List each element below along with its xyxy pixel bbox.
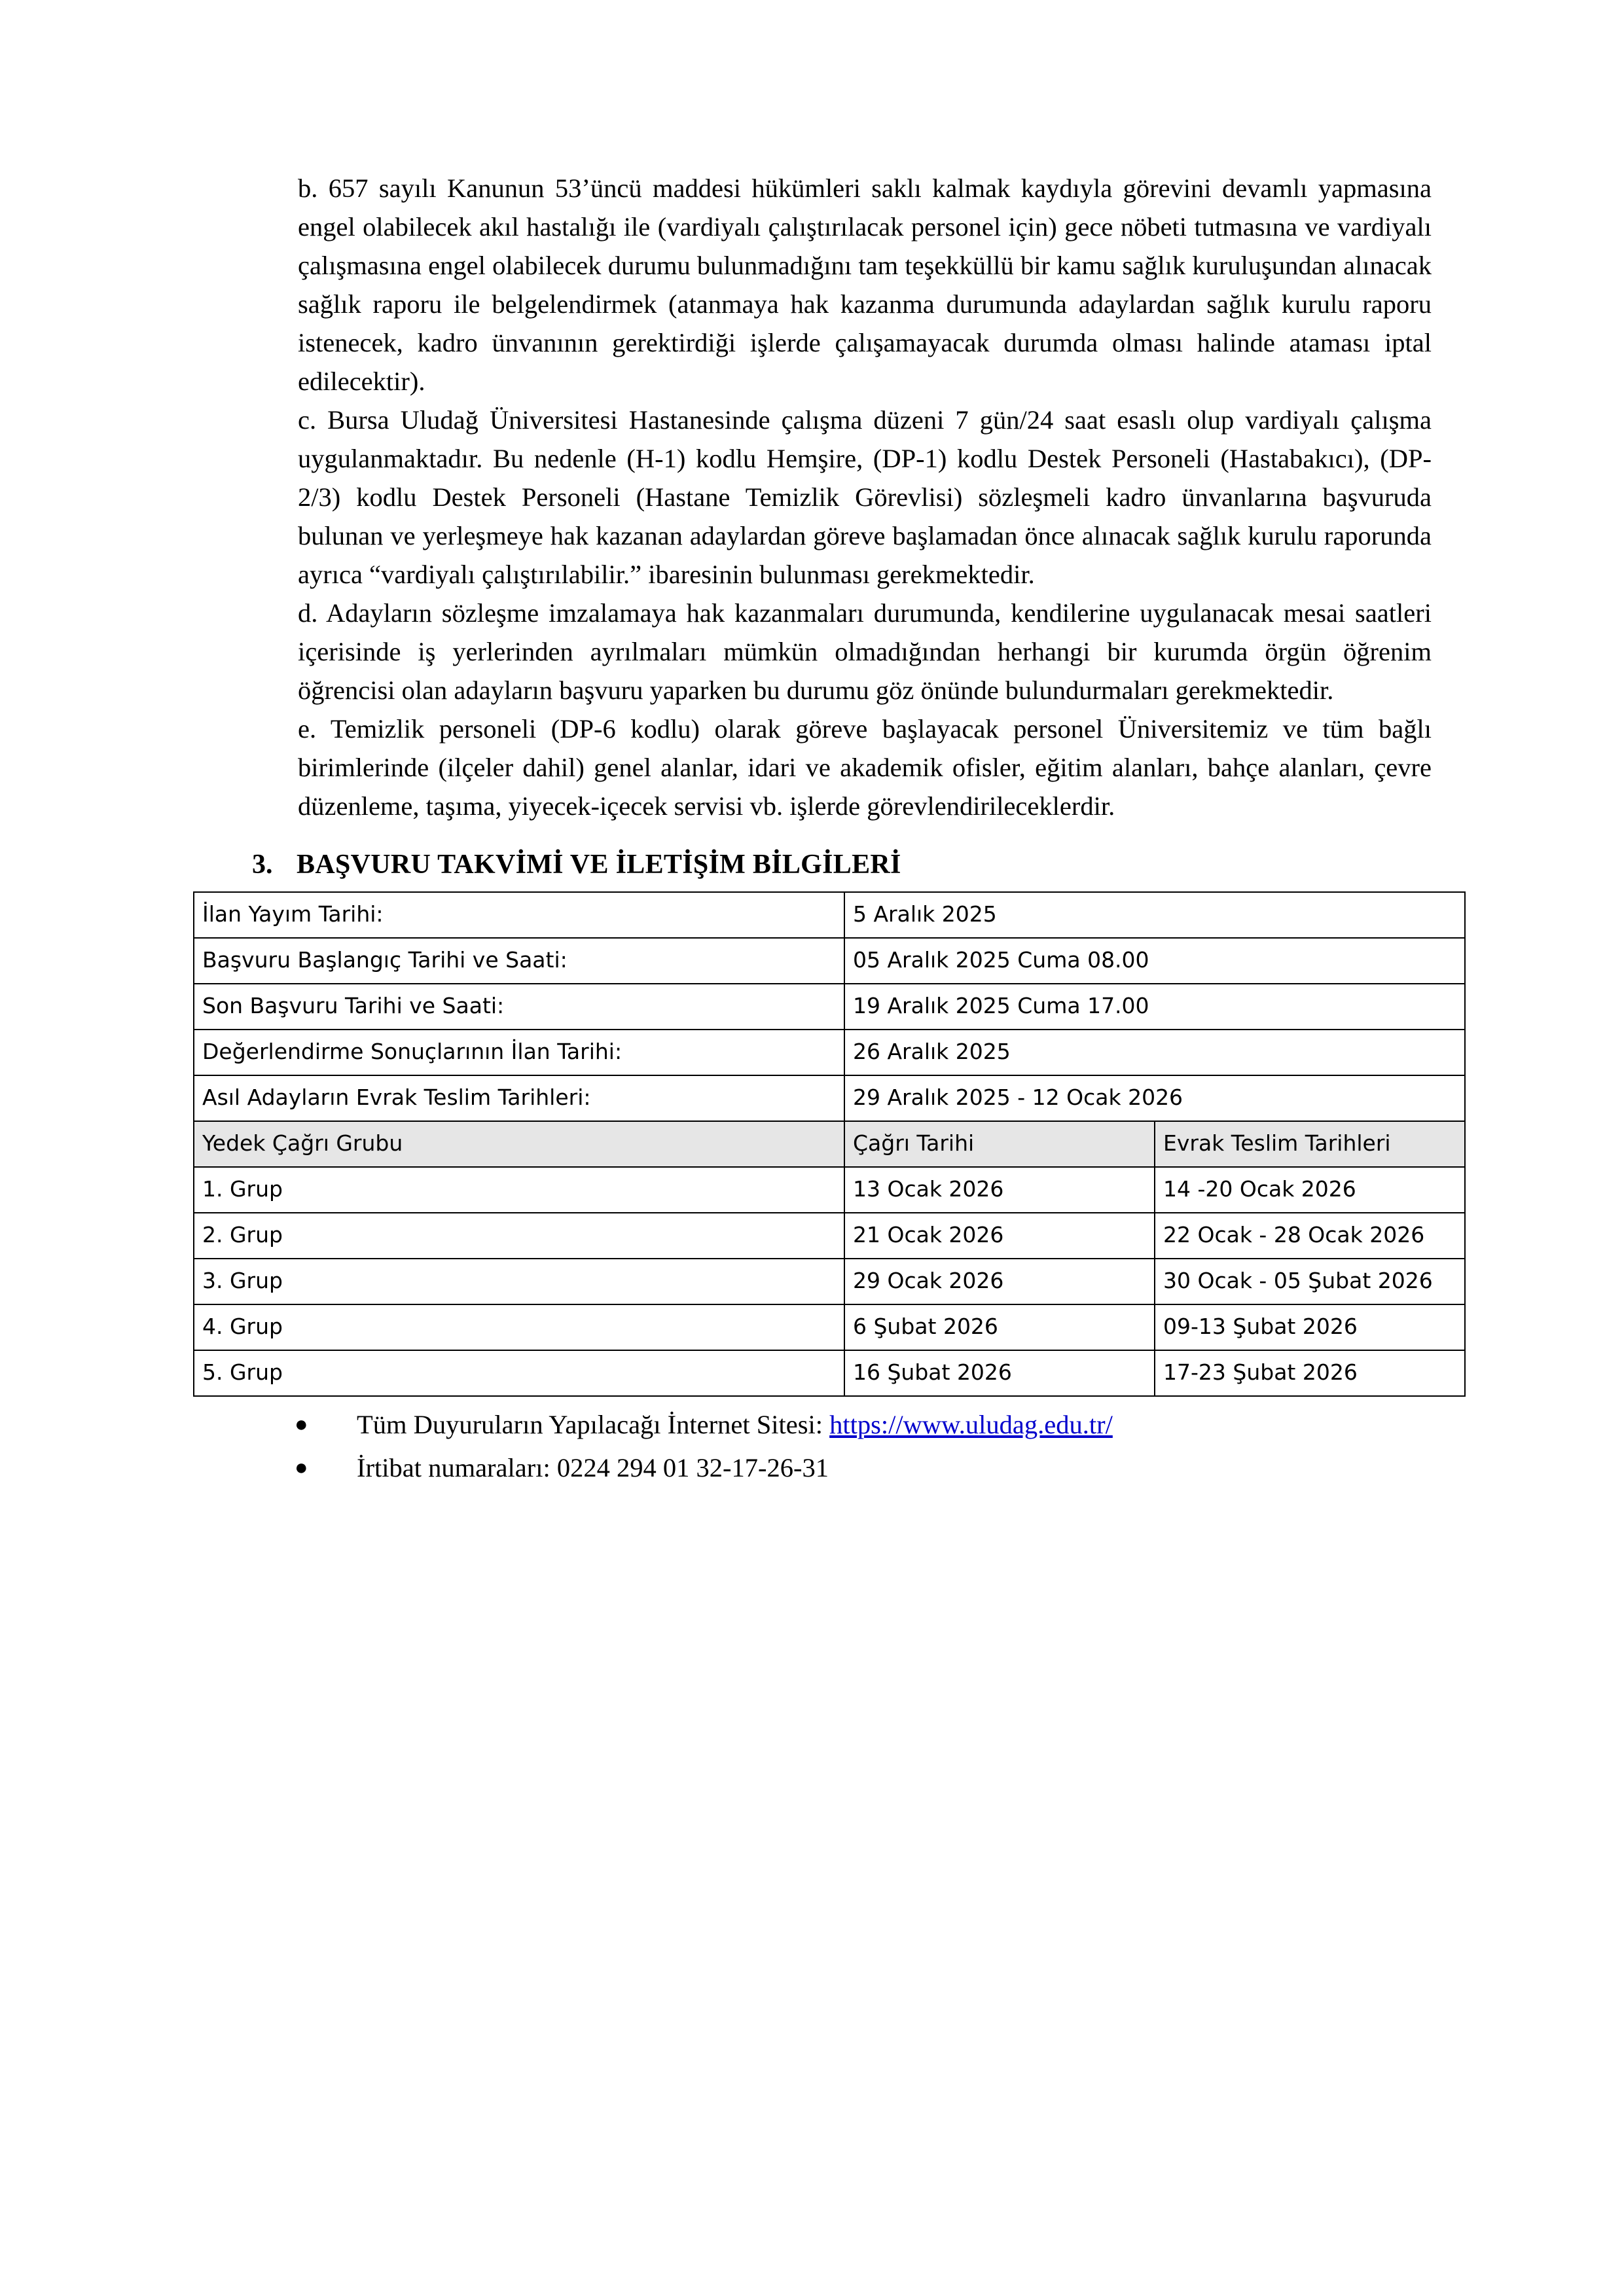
website-label: Tüm Duyuruların Yapılacağı İnternet Sitesi: bbox=[357, 1410, 830, 1439]
row-value-degerlendirme: 26 Aralık 2025 bbox=[844, 1030, 1465, 1075]
document-content bbox=[193, 169, 1432, 1490]
table-row bbox=[194, 938, 1465, 984]
group-delivery-dates-1: 14 -20 Ocak 2026 bbox=[1155, 1167, 1465, 1213]
section-number: 3. bbox=[252, 850, 273, 880]
row-value-asil-adaylar: 29 Aralık 2025 - 12 Ocak 2026 bbox=[844, 1075, 1465, 1121]
table-row bbox=[194, 1259, 1465, 1304]
list-item-website bbox=[193, 1403, 1432, 1446]
website-link[interactable]: https://www.uludag.edu.tr/ bbox=[829, 1410, 1113, 1439]
paragraph-c: c. Bursa Uludağ Üniversitesi Hastanesinde çalışma düzeni 7 gün/24 saat esaslı olup vardiyalı çalışma uygulanmaktadır. Bu nedenle (H-1) kodlu Hemşire, (DP-1) kodlu Destek Personeli (Hastabakıcı), (DP-2/3) kodlu Destek Personeli (Hastane Temizlik Görevlisi) sözleşmeli kadro ünvanlarına başvuruda bulunan ve yerleşmeye hak kazanan adaylardan göreve başlamadan önce alınacak sağlık kurulu raporunda ayrıca “vardiyalı çalıştırılabilir.” ibaresinin bulunması gerekmektedir. bbox=[298, 405, 1432, 589]
section-title: BAŞVURU TAKVİMİ VE İLETİŞİM BİLGİLERİ bbox=[297, 850, 901, 880]
paragraph-d: d. Adayların sözleşme imzalamaya hak kazanmaları durumunda, kendilerine uygulanacak mesai saatleri içerisinde iş yerlerinden ayrılmaları mümkün olmadığından herhangi bir kurumda örgün öğrenim öğrencisi olan adayların başvuru yaparken bu durumu göz önünde bulundurmaları gerekmektedir. bbox=[298, 598, 1432, 705]
row-value-son-basvuru: 19 Aralık 2025 Cuma 17.00 bbox=[844, 984, 1465, 1030]
table-row bbox=[194, 984, 1465, 1030]
group-name-2: 2. Grup bbox=[194, 1213, 844, 1259]
row-label-son-basvuru: Son Başvuru Tarihi ve Saati: bbox=[194, 984, 844, 1030]
row-label-ilan-yayim: İlan Yayım Tarihi: bbox=[194, 892, 844, 938]
group-call-date-3: 29 Ocak 2026 bbox=[844, 1259, 1155, 1304]
table-row bbox=[194, 1350, 1465, 1396]
table-row bbox=[194, 1213, 1465, 1259]
row-label-degerlendirme: Değerlendirme Sonuçlarının İlan Tarihi: bbox=[194, 1030, 844, 1075]
group-call-date-1: 13 Ocak 2026 bbox=[844, 1167, 1155, 1213]
table-row bbox=[194, 1075, 1465, 1121]
group-name-1: 1. Grup bbox=[194, 1167, 844, 1213]
bullet-icon: ● bbox=[295, 1412, 308, 1437]
row-label-asil-adaylar: Asıl Adayların Evrak Teslim Tarihleri: bbox=[194, 1075, 844, 1121]
application-schedule-table bbox=[193, 891, 1466, 1397]
group-call-date-2: 21 Ocak 2026 bbox=[844, 1213, 1155, 1259]
table-row bbox=[194, 1030, 1465, 1075]
paragraph-b: b. 657 sayılı Kanunun 53’üncü maddesi hükümleri saklı kalmak kaydıyla görevini devamlı yapmasına engel olabilecek akıl hastalığı ile (vardiyalı çalıştırılacak personel için) gece nöbeti tutmasına ve vardiyalı çalışmasına engel olabilecek durumu bulunmadığını tam teşekküllü bir kamu sağlık kuruluşundan alınacak sağlık raporu ile belgelendirmek (atanmaya hak kazanma durumunda adaylardan sağlık kurulu raporu istenecek, kadro ünvanının gerektirdiği işlerde çalışamayacak durumda olması halinde ataması iptal edilecektir). bbox=[298, 173, 1432, 396]
row-label-basvuru-baslangic: Başvuru Başlangıç Tarihi ve Saati: bbox=[194, 938, 844, 984]
group-name-4: 4. Grup bbox=[194, 1304, 844, 1350]
table-row bbox=[194, 892, 1465, 938]
column-header-delivery-dates: Evrak Teslim Tarihleri bbox=[1155, 1121, 1465, 1167]
group-delivery-dates-2: 22 Ocak - 28 Ocak 2026 bbox=[1155, 1213, 1465, 1259]
table-row bbox=[194, 1304, 1465, 1350]
table-row bbox=[194, 1167, 1465, 1213]
group-delivery-dates-5: 17-23 Şubat 2026 bbox=[1155, 1350, 1465, 1396]
section-heading-3 bbox=[193, 847, 1432, 882]
group-name-3: 3. Grup bbox=[194, 1259, 844, 1304]
phone-numbers: İrtibat numaraları: 0224 294 01 32-17-26-31 bbox=[357, 1453, 829, 1482]
contact-bullet-list bbox=[193, 1403, 1432, 1490]
row-value-basvuru-baslangic: 05 Aralık 2025 Cuma 08.00 bbox=[844, 938, 1465, 984]
paragraph-e: e. Temizlik personeli (DP-6 kodlu) olarak göreve başlayacak personel Üniversitemiz ve tüm bağlı birimlerinde (ilçeler dahil) genel alanlar, idari ve akademik ofisler, eğitim alanları, bahçe alanları, çevre düzenleme, taşıma, yiyecek-içecek servisi vb. işlerde görevlendirileceklerdir. bbox=[298, 714, 1432, 821]
group-delivery-dates-4: 09-13 Şubat 2026 bbox=[1155, 1304, 1465, 1350]
row-value-ilan-yayim: 5 Aralık 2025 bbox=[844, 892, 1465, 938]
bullet-icon: ● bbox=[295, 1456, 308, 1480]
list-item-phone bbox=[193, 1446, 1432, 1490]
group-delivery-dates-3: 30 Ocak - 05 Şubat 2026 bbox=[1155, 1259, 1465, 1304]
column-header-call-date: Çağrı Tarihi bbox=[844, 1121, 1155, 1167]
table-header-row bbox=[194, 1121, 1465, 1167]
column-header-group: Yedek Çağrı Grubu bbox=[194, 1121, 844, 1167]
group-call-date-4: 6 Şubat 2026 bbox=[844, 1304, 1155, 1350]
group-name-5: 5. Grup bbox=[194, 1350, 844, 1396]
group-call-date-5: 16 Şubat 2026 bbox=[844, 1350, 1155, 1396]
